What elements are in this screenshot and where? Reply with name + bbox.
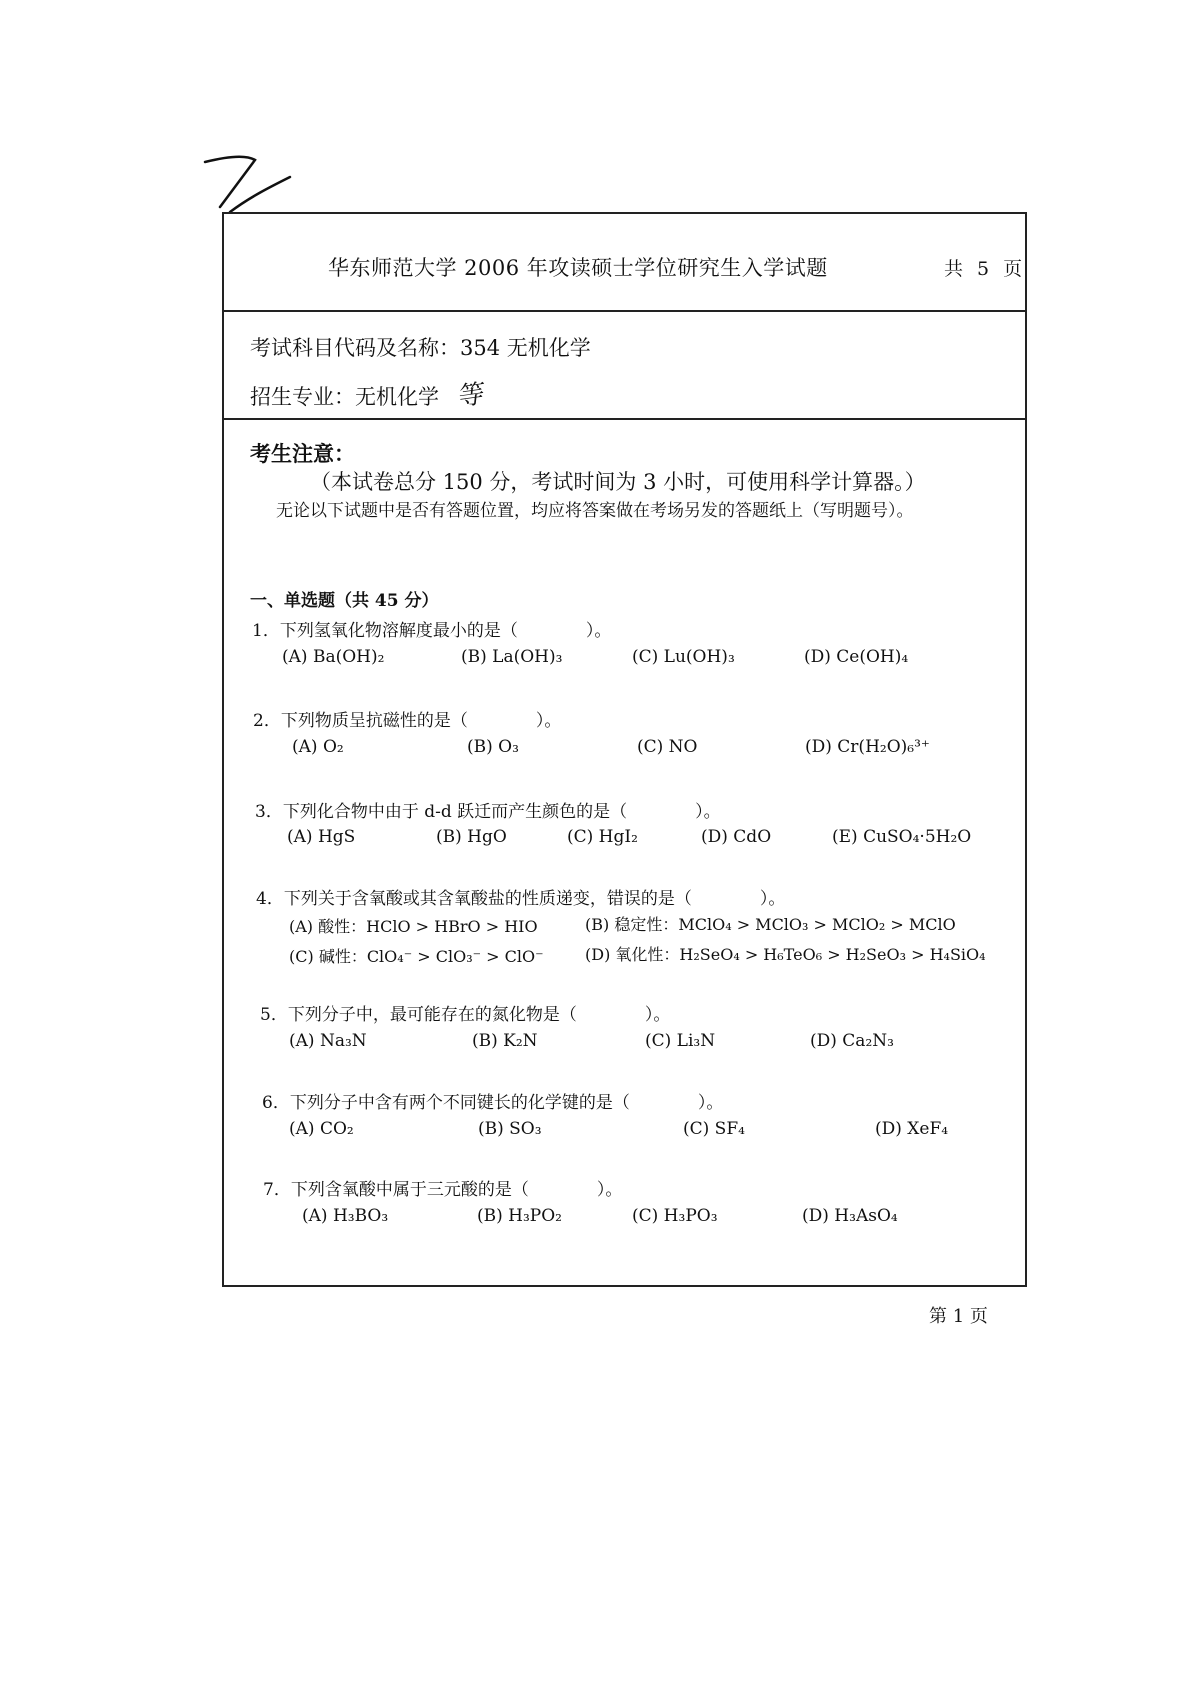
question-3: 3．下列化合物中由于 d-d 跃迁而产生颜色的是（ ）。 — [255, 802, 721, 822]
question-7: 7．下列含氧酸中属于三元酸的是（ ）。 — [263, 1180, 623, 1200]
question-1-option-a: (A) Ba(OH)₂ — [282, 647, 385, 667]
question-2-option-d: (D) Cr(H₂O)₆³⁺ — [805, 737, 930, 757]
question-6-option-b: (B) SO₃ — [478, 1119, 542, 1139]
section-title: 一、单选题（共 45 分） — [250, 591, 439, 611]
question-1: 1．下列氢氧化物溶解度最小的是（ ）。 — [252, 621, 612, 641]
question-2-option-c: (C) NO — [637, 737, 698, 757]
question-4-option-a: (A) 酸性：HClO > HBrO > HIO — [289, 917, 538, 936]
question-4-option-b: (B) 稳定性：MClO₄ > MClO₃ > MClO₂ > MClO — [585, 915, 956, 934]
question-3-option-a: (A) HgS — [287, 827, 356, 847]
question-4-option-c: (C) 碱性：ClO₄⁻ > ClO₃⁻ > ClO⁻ — [289, 947, 544, 966]
question-3-option-e: (E) CuSO₄·5H₂O — [832, 827, 972, 847]
major-line — [250, 375, 485, 413]
notice-line-1: （本试卷总分 150 分，考试时间为 3 小时，可使用科学计算器。） — [310, 470, 926, 494]
question-5-option-d: (D) Ca₂N₃ — [810, 1031, 894, 1051]
question-6-option-a: (A) CO₂ — [289, 1119, 354, 1139]
question-5-option-a: (A) Na₃N — [289, 1031, 367, 1051]
question-5: 5．下列分子中，最可能存在的氮化物是（ ）。 — [260, 1005, 671, 1025]
question-6-option-d: (D) XeF₄ — [875, 1119, 949, 1139]
notice-title: 考生注意： — [250, 441, 355, 466]
question-7-option-a: (A) H₃BO₃ — [302, 1206, 389, 1226]
question-5-option-c: (C) Li₃N — [645, 1031, 716, 1051]
exam-title: 华东师范大学 2006 年攻读硕士学位研究生入学试题 — [328, 256, 828, 280]
question-2-option-b: (B) O₃ — [467, 737, 519, 757]
question-1-option-d: (D) Ce(OH)₄ — [804, 647, 909, 667]
question-6: 6．下列分子中含有两个不同键长的化学键的是（ ）。 — [262, 1093, 724, 1113]
subject-line: 考试科目代码及名称：354 无机化学 — [250, 336, 591, 360]
question-2: 2．下列物质呈抗磁性的是（ ）。 — [253, 711, 562, 731]
question-5-option-b: (B) K₂N — [472, 1031, 538, 1051]
question-1-option-b: (B) La(OH)₃ — [461, 647, 563, 667]
question-4-option-d: (D) 氧化性：H₂SeO₄ > H₆TeO₆ > H₂SeO₃ > H₄SiO₄ — [585, 945, 986, 964]
major-text: 招生专业：无机化学 — [250, 385, 439, 409]
header-divider — [222, 310, 1027, 312]
question-6-option-c: (C) SF₄ — [683, 1119, 745, 1139]
question-4: 4．下列关于含氧酸或其含氧酸盐的性质递变，错误的是（ ）。 — [256, 889, 786, 909]
info-divider — [222, 418, 1027, 420]
question-7-option-c: (C) H₃PO₃ — [632, 1206, 718, 1226]
notice-line-2: 无论以下试题中是否有答题位置，均应将答案做在考场另发的答题纸上（写明题号）。 — [276, 501, 914, 521]
question-7-option-b: (B) H₃PO₂ — [477, 1206, 562, 1226]
page-number: 第 1 页 — [929, 1306, 988, 1327]
question-2-option-a: (A) O₂ — [292, 737, 344, 757]
question-3-option-b: (B) HgO — [436, 827, 507, 847]
question-7-option-d: (D) H₃AsO₄ — [802, 1206, 898, 1226]
total-pages: 共 5 页 — [944, 258, 1027, 280]
question-1-option-c: (C) Lu(OH)₃ — [632, 647, 735, 667]
question-3-option-c: (C) HgI₂ — [567, 827, 638, 847]
handwritten-mark: 等 — [454, 379, 485, 413]
question-3-option-d: (D) CdO — [701, 827, 772, 847]
